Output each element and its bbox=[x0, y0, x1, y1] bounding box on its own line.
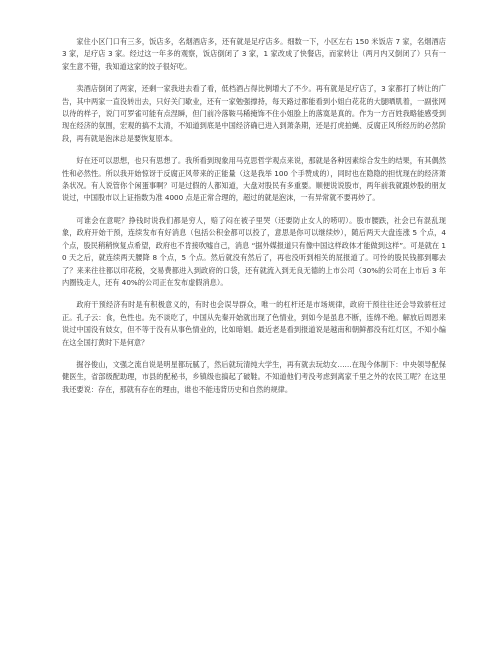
paragraph-1: 家住小区门口有三多，饭店多，名烟酒店多，还有就是足疗店多。细数一下，小区左右 150 米饭店 7 家，名烟酒店 3 家，足疗店 3 家。经过这一年多的观察，饭店倒闭了 3 家，1 家改成了快餐店，而家转让（两月内又倒闭了）只有一家生意不错，我知道这家的饺子很好吃。 bbox=[62, 37, 446, 71]
paragraph-6: 掘谷俊山，文强之流自说是明星都玩腻了，然后就玩清纯大学生，再有就去玩幼女……在现今体制下：中央领导配保健医生，省部级配助理，市县的配秘书，乡镇级也搞起了破鞋。不知道他们考没考虑到离家千里之外的农民工呢？在这里我还要说：存在，那就有存在的理由，谁也不能违背历史和自然的规律。 bbox=[62, 359, 446, 394]
paragraph-4: 可谁会在意呢？挣钱时说我们都是穷人，赔了闷在被子里哭（还要防止女人的唠叨）。股市腰跌，社会已有混乱现象，政府开始干预，连续发布有好消息（包括公积金都可以投了，意思是你可以继续炒），随后两天大盘连涨 5 个点，4 个点，股民稍稍恢复点希望，政府也不肯接吹嘘自己，消息 “据外媒报道只有像中国这样政体才能做到这样”。可是就在 10 天之后，就连续两天腰降 8 个点，5 个点。然后就没有然后了，再也没听到相关的屁报道了。可怜的股民钱都到哪去了？来来往往都以印花税，交易费都进入到政府的口袋，还有就流入到无良无德的上市公司（30%的公司在上市后 3 年内圈钱走人，还有 40%的公司正在发布虚假消息）。 bbox=[62, 215, 446, 287]
document-body bbox=[62, 36, 446, 406]
paragraph-5: 政府干预经济有时是有积极意义的，有时也会误导群众，唯一的杠杆还是市场规律，政府干预往往还会导致骄枉过正。孔子云：食，色性也。先不谈吃了，中国从先秦开始就出现了色情业，到如今是虽息不断，连绵不绝。解放后周恩来说过中国没有妓女，但不等于没有从事色情业的，比如暗娼。最近老是看到报道说是越南和朝鲜都没有红灯区，不知小编在这全国打黄时下是何意？ bbox=[62, 300, 446, 347]
paragraph-3: 好在还可以思想，也只有思想了。我所看到现象用马克思哲学观点来说，那就是各种因素综合发生的结果，有其偶然性和必然性。所以我开始惊讶于反腐正风带来的正能量（这是我举 100 个手赞成的），同时也在隐隐的担忧现在的经济萧条状况。有人说管你个闲蛋事啊？可是过假的人都知道，大盘对股民有多重要。顺便说说股市，两年前我就跟炒股的朋友说过，中国股市以上证指数为准 4000 点是正常合理的，超过的就是泡沫，一有异常就不要再炒了。 bbox=[62, 156, 446, 203]
paragraph-2: 卖酒店倒闭了两家，还剩一家我进去看了看，低档酒占得比例增大了不少。再有就是足疗店了，3 家都打了转让的广告，其中两家一直没转出去，只好关门歇业，还有一家勉强撑持，每天路过都能看到小姐白花花的大腿晒肌着，一副张网以待的样子，说门可罗雀可能有点涅瞬，但门前冷落鞍马稀掩饰不住小姐脸上的落寞是真的。作为一方百姓我略能感受到现在经济的氛围，宏观的搞不太清，不知道到底是中国经济确已进入到萧条期，还是打虎拍蝇、反腐正风所经历的必然阶段，再有就是泡沫总是要恢复原本。 bbox=[62, 84, 446, 143]
